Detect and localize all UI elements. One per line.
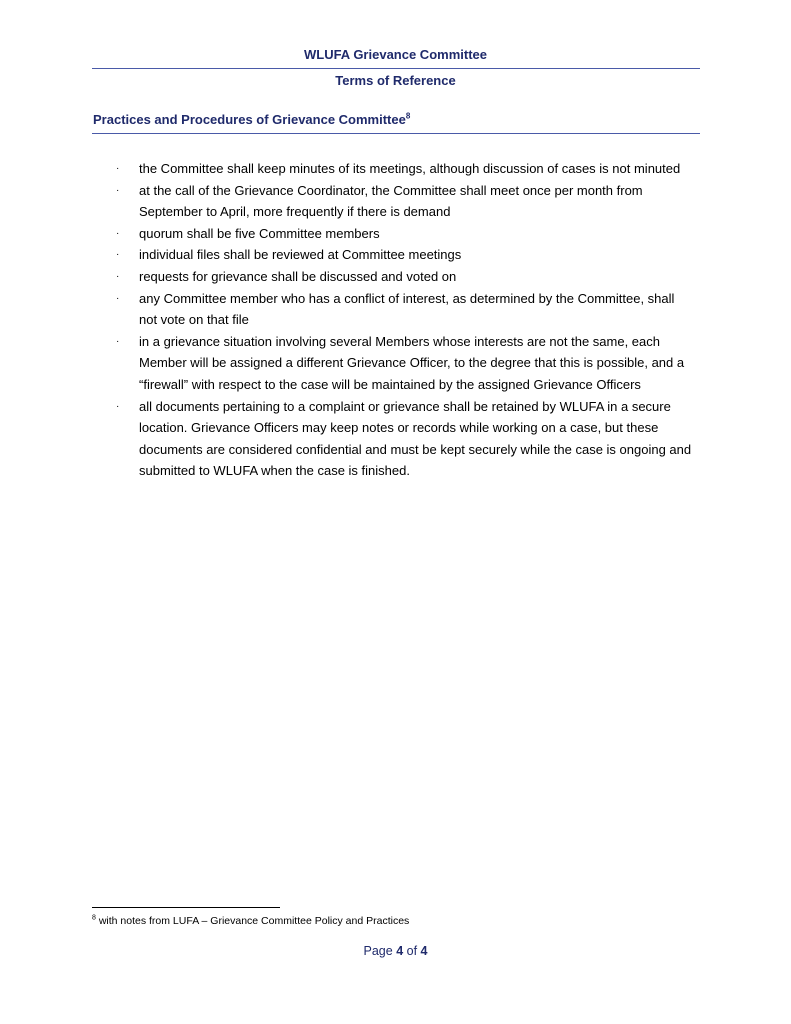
- bullet-icon: ·: [116, 227, 120, 239]
- bullet-icon: ·: [116, 292, 120, 304]
- page-number-current: 4: [396, 944, 404, 958]
- page-number-prefix: Page: [363, 944, 397, 958]
- bullet-icon: ·: [116, 249, 120, 261]
- list-item: [110, 158, 695, 180]
- page-number: [0, 944, 791, 958]
- procedures-list: [110, 158, 695, 482]
- list-item-text: quorum shall be five Committee members: [139, 225, 380, 241]
- list-item-text: individual files shall be reviewed at Committee meetings: [139, 247, 462, 263]
- list-item: [110, 223, 695, 245]
- bullet-icon: ·: [116, 400, 120, 412]
- bullet-icon: ·: [116, 184, 120, 196]
- header-divider: [92, 68, 700, 69]
- header-title: WLUFA Grievance Committee: [303, 47, 487, 62]
- list-item: [110, 180, 695, 223]
- footnote-text: with notes from LUFA – Grievance Committee Policy and Practices: [95, 915, 410, 927]
- list-item: [110, 244, 695, 266]
- list-item-text: any Committee member who has a conflict of interest, as determined by the Committee, shall not vote on that file: [139, 290, 675, 328]
- footnote: [92, 915, 409, 927]
- page-number-total: 4: [420, 944, 428, 958]
- list-item-text: all documents pertaining to a complaint or grievance shall be retained by WLUFA in a secure location. Grievance Officers may keep notes or records while working on a case, but these documents are considered confidential and must be kept securely while the case is ongoing and submitted to WLUFA when the case is finished.: [139, 398, 692, 479]
- footnote-divider: [92, 907, 280, 908]
- section-divider: [92, 133, 700, 134]
- list-item: [110, 288, 695, 331]
- footnote-number: 8: [92, 914, 96, 922]
- section-heading-text: Practices and Procedures of Grievance Committee: [93, 112, 406, 127]
- bullet-icon: ·: [116, 270, 120, 282]
- list-item: [110, 266, 695, 288]
- bullet-icon: ·: [116, 163, 120, 174]
- section-heading: [93, 112, 410, 127]
- list-item: [110, 331, 695, 396]
- header-subtitle: Terms of Reference: [335, 73, 456, 88]
- list-item-text: requests for grievance shall be discussed and voted on: [139, 268, 457, 284]
- bullet-icon: ·: [116, 335, 120, 347]
- footnote-reference[interactable]: 8: [405, 111, 411, 121]
- list-item-text: the Committee shall keep minutes of its meetings, although discussion of cases is not minuted: [139, 161, 681, 176]
- list-item: [110, 396, 695, 482]
- page-number-separator: of: [403, 944, 421, 958]
- list-item-text: in a grievance situation involving several Members whose interests are not the same, each Member will be assigned a different Grievance Officer, to the degree that this is possible, and a “firewall” with respect to the case will be maintained by the assigned Grievance Officers: [139, 333, 685, 392]
- list-item-text: at the call of the Grievance Coordinator, the Committee shall meet once per month from September to April, more frequently if there is demand: [139, 182, 643, 220]
